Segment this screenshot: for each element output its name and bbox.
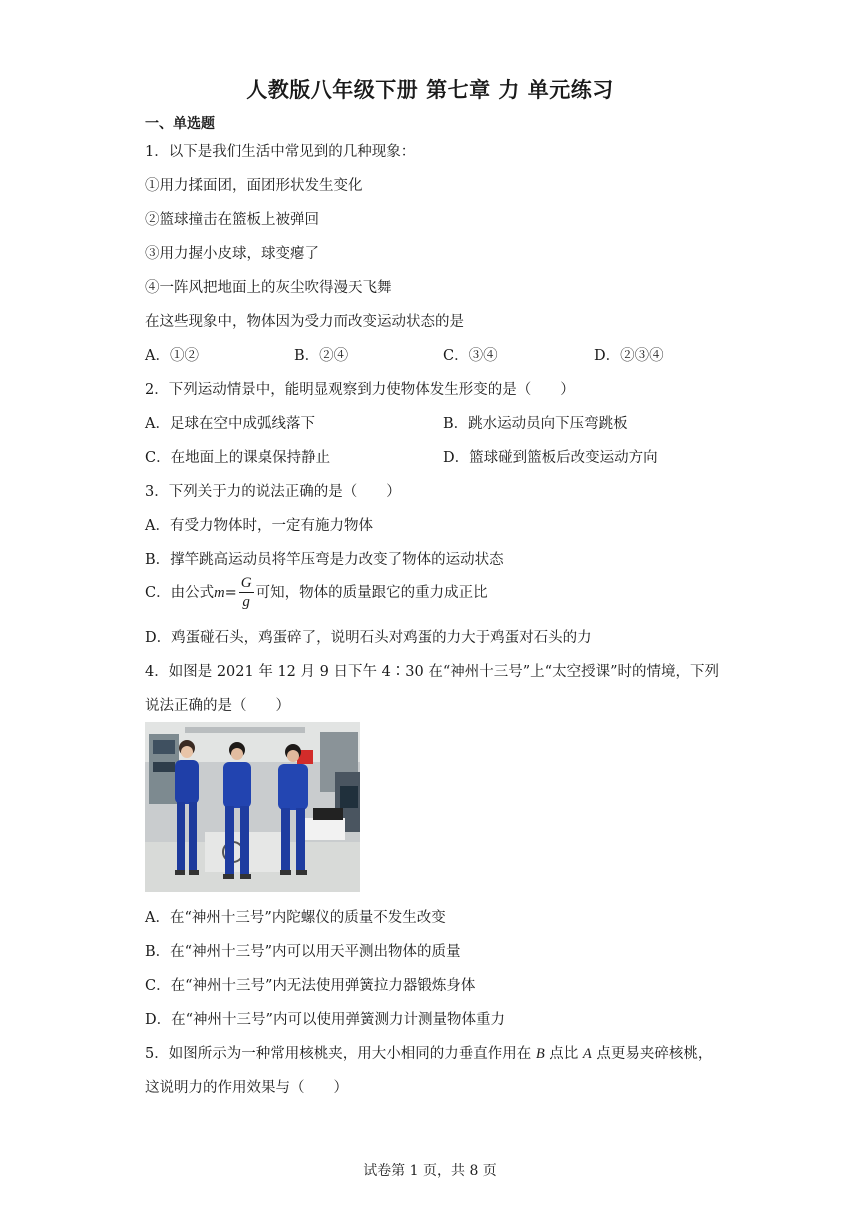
question-3-option-c-prefix: C．由公式 <box>145 585 215 601</box>
point-b-label: B <box>535 1046 545 1062</box>
formula-denominator: g <box>242 594 250 610</box>
question-2-stem: 2．下列运动情景中，能明显观察到力使物体发生形变的是（ ） <box>145 382 575 398</box>
question-3-option-a: A．有受力物体时，一定有施力物体 <box>145 518 373 534</box>
question-1-stem: 1．以下是我们生活中常见到的几种现象： <box>145 144 416 160</box>
page-footer: 试卷第 1 页，共 8 页 <box>363 1163 497 1179</box>
question-1-item-4: ④一阵风把地面上的灰尘吹得漫天飞舞 <box>145 280 392 296</box>
point-a-label: A <box>582 1046 592 1062</box>
question-3-option-b: B．撑竿跳高运动员将竿压弯是力改变了物体的运动状态 <box>145 552 504 568</box>
space-classroom-illustration <box>145 722 360 892</box>
question-3-stem: 3．下列关于力的说法正确的是（ ） <box>145 484 401 500</box>
question-1-item-3: ③用力握小皮球，球变瘪了 <box>145 246 319 262</box>
q5-text-2: 点比 <box>544 1046 583 1062</box>
question-2-option-a: A．足球在空中成弧线落下 <box>145 416 315 432</box>
question-1-option-b: B．②④ <box>294 348 349 364</box>
question-1-item-1: ①用力揉面团，面团形状发生变化 <box>145 178 363 194</box>
q5-text-1: 5．如图所示为一种常用核桃夹，用大小相同的力垂直作用在 <box>145 1046 536 1062</box>
formula-fraction <box>239 576 254 610</box>
space-station-photo <box>145 722 360 892</box>
question-2-option-c: C．在地面上的课桌保持静止 <box>145 450 331 466</box>
question-4-option-d: D．在“神州十三号”内可以使用弹簧测力计测量物体重力 <box>145 1012 505 1028</box>
question-5-stem-line-2: 这说明力的作用效果与（ ） <box>145 1080 348 1096</box>
question-1-question: 在这些现象中，物体因为受力而改变运动状态的是 <box>145 314 464 330</box>
formula-equals: = <box>224 585 237 601</box>
question-1-option-c: C．③④ <box>443 348 498 364</box>
question-4-option-a: A．在“神州十三号”内陀螺仪的质量不发生改变 <box>145 910 446 926</box>
formula-mass-symbol: m <box>214 585 225 601</box>
q5-text-3: 点更易夹碎核桃， <box>591 1046 713 1062</box>
question-4-stem-line-1: 4．如图是 2021 年 12 月 9 日下午 4∶30 在“神州十三号”上“太空授课”时的情境，下列 <box>145 664 720 680</box>
question-1-item-2: ②篮球撞击在篮板上被弹回 <box>145 212 319 228</box>
question-3-option-d: D．鸡蛋碰石头，鸡蛋碎了，说明石头对鸡蛋的力大于鸡蛋对石头的力 <box>145 630 592 646</box>
formula-numerator: G <box>240 575 252 591</box>
page-title: 人教版八年级下册 第七章 力 单元练习 <box>246 78 614 102</box>
question-1-option-d: D．②③④ <box>594 348 664 364</box>
section-heading: 一、单选题 <box>145 116 215 132</box>
question-1-option-a: A．①② <box>145 348 199 364</box>
question-3-option-c <box>145 576 488 610</box>
question-4-option-c: C．在“神州十三号”内无法使用弹簧拉力器锻炼身体 <box>145 978 476 994</box>
question-4-stem-line-2: 说法正确的是（ ） <box>145 698 290 714</box>
question-4-option-b: B．在“神州十三号”内可以用天平测出物体的质量 <box>145 944 461 960</box>
question-2-option-d: D．篮球碰到篮板后改变运动方向 <box>443 450 658 466</box>
question-3-option-c-suffix: 可知，物体的质量跟它的重力成正比 <box>255 585 488 601</box>
question-5-stem-line-1 <box>145 1042 712 1063</box>
question-2-option-b: B．跳水运动员向下压弯跳板 <box>443 416 628 432</box>
